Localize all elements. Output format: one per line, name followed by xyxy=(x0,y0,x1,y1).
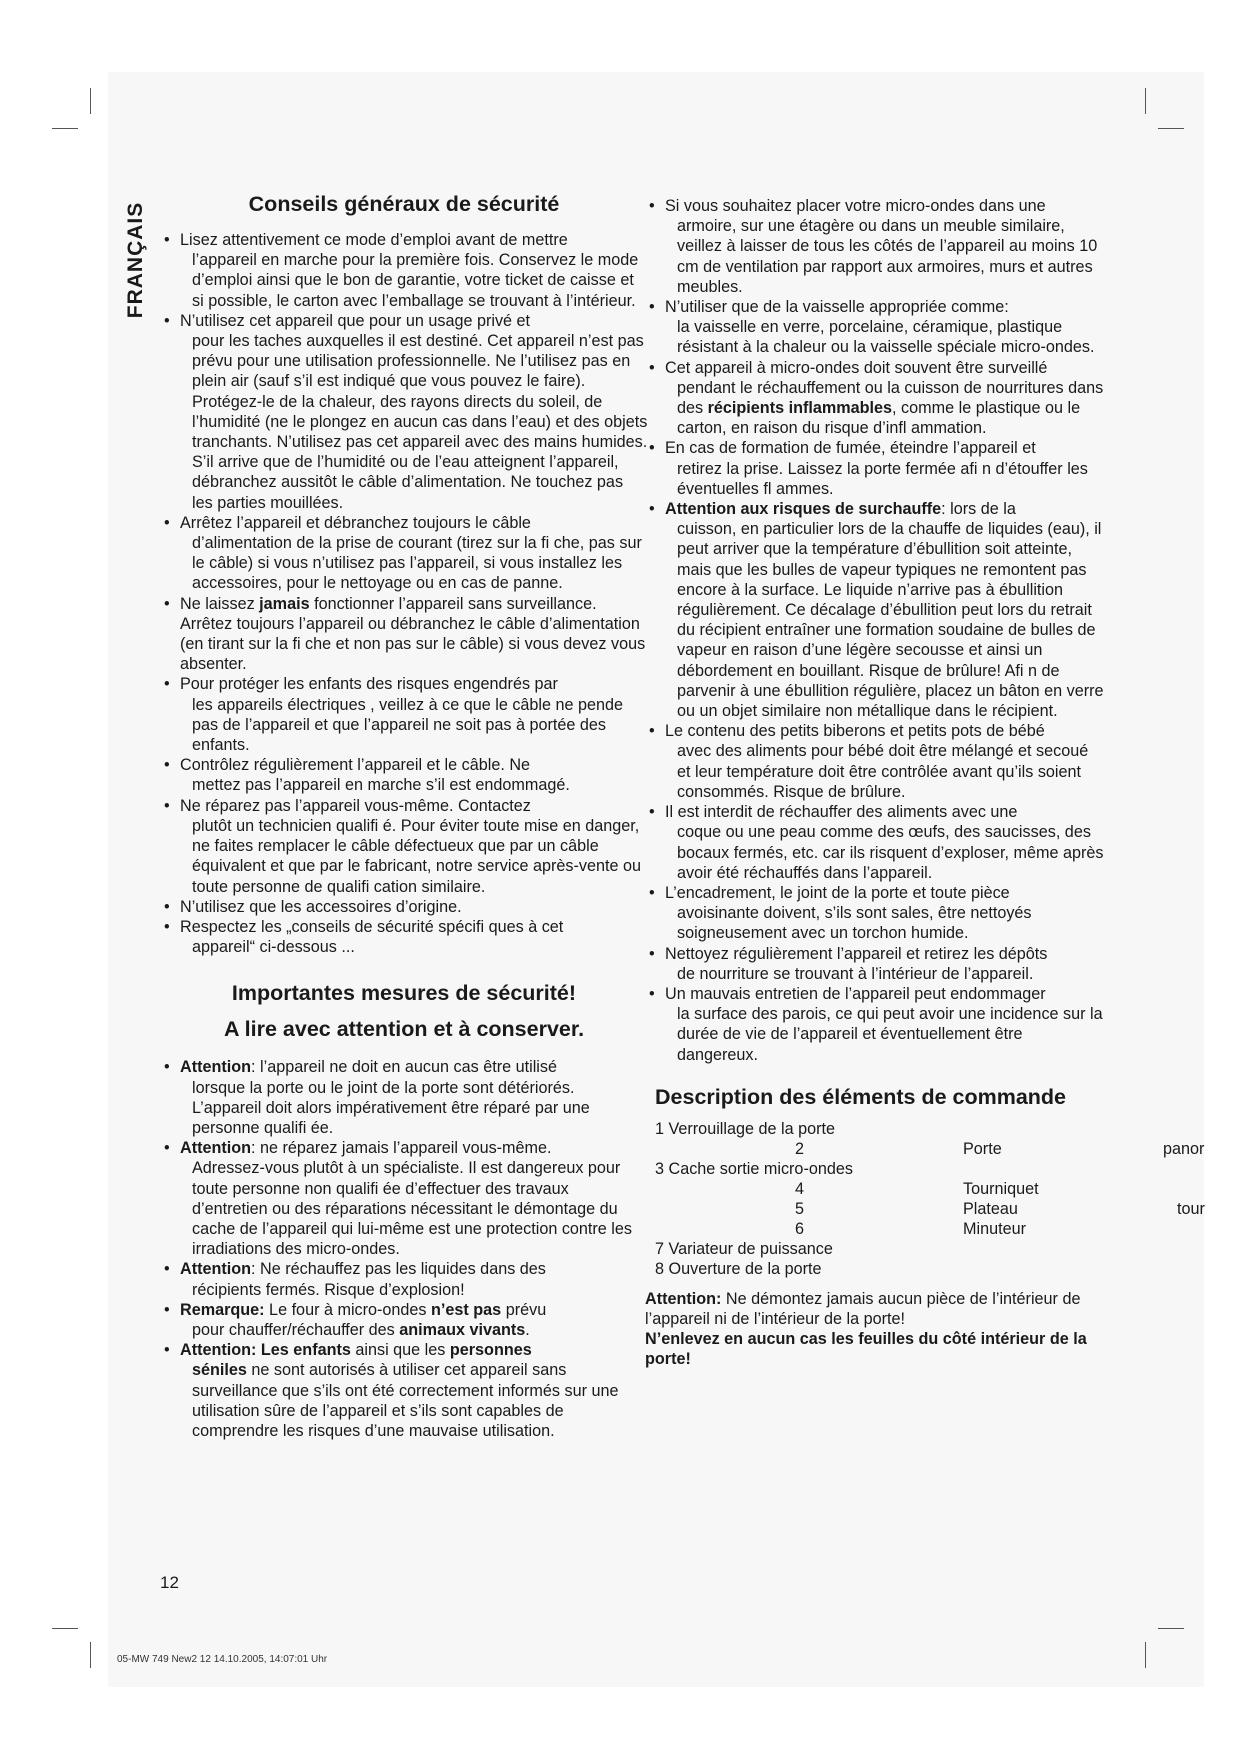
control-item-1: 1 Verrouillage de la porte xyxy=(655,1119,835,1138)
control-item-5-number: 5 xyxy=(795,1199,805,1218)
list-item: • Un mauvais entretien de l’appareil peut endommager la surface des parois, ce qui peut avoir une incidence sur la durée de vie de l’appareil et éventuellement être dangereux. xyxy=(645,984,1105,1065)
control-item-5: Plateau xyxy=(963,1199,1018,1218)
crop-mark xyxy=(52,1628,78,1629)
list-item: • Arrêtez l’appareil et débranchez toujours le câble d’alimentation de la prise de courant (tirez sur la fi che, pas sur le câble) si vous n’utilisez pas l’appareil, si vous installez les accessoires, pour le nettoyage ou en cas de panne. xyxy=(160,513,648,594)
crop-mark xyxy=(1145,1642,1146,1668)
control-item-6: Minuteur xyxy=(963,1219,1026,1238)
list-item: • Attention: ne réparez jamais l’appareil vous-même. Adressez-vous plutôt à un spécialiste. Il est dangereux pour toute personne non qualifi ée d’effectuer des travaux d’entretien ou des réparations nécessitant le démontage du cache de l’appareil qui lui-même est une protection contre les irradiations des micro-ondes. xyxy=(160,1138,648,1259)
control-item-2: Porte xyxy=(963,1139,1002,1158)
controls-list xyxy=(655,1119,1205,1278)
left-column xyxy=(160,190,648,1441)
list-item: • Cet appareil à micro-ondes doit souvent être surveillé pendant le réchauffement ou la cuisson de nourritures dans des récipients inflammables, comme le plastique ou le carton, en raison du risque d’infl ammation. xyxy=(645,358,1105,439)
list-item: • Attention: l’appareil ne doit en aucun cas être utilisé lorsque la porte ou le joint de la porte sont détériorés. L’appareil doit alors impérativement être réparé par une personne qualifi ée. xyxy=(160,1057,648,1138)
warning-note: Attention: Ne démontez jamais aucun pièce de l’intérieur de l’appareil ni de l’intérieur de la porte! N’enlevez en aucun cas les feuilles du côté intérieur de la porte! xyxy=(645,1289,1087,1369)
additional-safety-list xyxy=(645,196,1105,1065)
general-safety-list xyxy=(160,230,648,957)
crop-mark xyxy=(1158,128,1184,129)
list-item: • Il est interdit de réchauffer des aliments avec une coque ou une peau comme des œufs, des saucisses, des bocaux fermés, etc. car ils risquent d’exploser, même après avoir été réchauffés dans l’appareil. xyxy=(645,802,1105,883)
page-number: 12 xyxy=(160,1573,179,1592)
crop-mark xyxy=(1145,88,1146,114)
language-tab xyxy=(118,190,154,330)
list-item: • En cas de formation de fumée, éteindre l’appareil et retirez la prise. Laissez la porte fermée afi n d’étouffer les éventuelles fl ammes. xyxy=(645,438,1105,499)
list-item: • Nettoyez régulièrement l’appareil et retirez les dépôts de nourriture se trouvant à l’intérieur de l’appareil. xyxy=(645,944,1105,984)
control-item-5-extra: tour xyxy=(1177,1199,1205,1218)
list-item: • Pour protéger les enfants des risques engendrés par les appareils électriques , veillez à ce que le câble ne pende pas de l’appareil et que l’appareil ne soit pas à portée des enfants. xyxy=(160,674,648,755)
list-item: • Attention: Ne réchauffez pas les liquides dans des récipients fermés. Risque d’explosion! xyxy=(160,1259,648,1299)
control-item-3: 3 Cache sortie micro-ondes xyxy=(655,1159,853,1178)
control-item-6-number: 6 xyxy=(795,1219,805,1238)
list-item: • N’utiliser que de la vaisselle appropriée comme: la vaisselle en verre, porcelaine, céramique, plastique résistant à la chaleur ou la vaisselle spéciale micro-ondes. xyxy=(645,297,1105,358)
language-label: FRANÇAIS xyxy=(124,201,147,319)
list-item: • Ne réparez pas l’appareil vous-même. Contactez plutôt un technicien qualifi é. Pour éviter toute mise en danger, ne faites remplacer le câble défectueux que par un câble équivalent et que par le fabricant, notre service après-vente ou toute personne de qualifi cation similaire. xyxy=(160,796,648,897)
list-item: • Remarque: Le four à micro-ondes n’est pas prévu pour chauffer/réchauffer des animaux vivants. xyxy=(160,1300,648,1340)
control-item-2-extra: panor xyxy=(1163,1139,1205,1158)
subtitle-important: Importantes mesures de sécurité! xyxy=(231,981,577,1006)
list-item: • L’encadrement, le joint de la porte et toute pièce avoisinante doivent, s’ils sont sales, être nettoyés soigneusement avec un torchon humide. xyxy=(645,883,1105,944)
important-list xyxy=(160,1057,648,1441)
right-column xyxy=(645,196,1205,1370)
crop-mark xyxy=(90,88,91,114)
crop-mark xyxy=(52,128,78,129)
section-title-safety: Conseils généraux de sécurité xyxy=(248,192,560,216)
crop-mark xyxy=(1158,1628,1184,1629)
list-item: • Respectez les „conseils de sécurité spécifi ques à cet appareil“ ci-dessous ... xyxy=(160,917,648,957)
list-item: • Contrôlez régulièrement l’appareil et le câble. Ne mettez pas l’appareil en marche s’il est endommagé. xyxy=(160,755,648,795)
control-item-8: 8 Ouverture de la porte xyxy=(655,1259,822,1278)
control-item-7: 7 Variateur de puissance xyxy=(655,1239,833,1258)
list-item: • Le contenu des petits biberons et petits pots de bébé avec des aliments pour bébé doit être mélangé et secoué et leur température doit être contrôlée avant qu’ils soient consommés. Risque de brûlure. xyxy=(645,721,1105,802)
list-item: • Attention aux risques de surchauffe: lors de la cuisson, en particulier lors de la chauffe de liquides (eau), il peut arriver que la température d’ébullition soit atteinte, mais que les bulles de vapeur typiques ne remontent pas encore à la surface. Le liquide n’arrive pas à ébullition régulièrement. Ce décalage d’ébullition peut lors du retrait du récipient entraîner une formation soudaine de bulles de vapeur en raison d’une légère secousse et ainsi un débordement en bouillant. Risque de brûlure! Afi n de parvenir à une ébullition régulière, placez un bâton en verre ou un objet similaire non métallique dans le récipient. xyxy=(645,499,1105,721)
list-item: • N’utilisez que les accessoires d’origine. xyxy=(160,897,648,917)
control-item-4-number: 4 xyxy=(795,1179,805,1198)
crop-mark xyxy=(90,1642,91,1668)
subtitle-read: A lire avec attention et à conserver. xyxy=(223,1017,585,1042)
control-item-2-number: 2 xyxy=(795,1139,805,1158)
list-item: • Attention: Les enfants ainsi que les personnes séniles ne sont autorisés à utiliser cet appareil sans surveillance que s’ils ont été correctement informés sur une utilisation sûre de l’appareil et s’ils sont capables de comprendre les risques d’une mauvaise utilisation. xyxy=(160,1340,648,1441)
control-item-4: Tourniquet xyxy=(963,1179,1039,1198)
list-item: • Lisez attentivement ce mode d’emploi avant de mettre l’appareil en marche pour la première fois. Conservez le mode d’emploi ainsi que le bon de garantie, votre ticket de caisse et si possible, le carton avec l’emballage se trouvant à l’intérieur. xyxy=(160,230,648,311)
list-item: • Si vous souhaitez placer votre micro-ondes dans une armoire, sur une étagère ou dans un meuble similaire, veillez à laisser de tous les côtés de l’appareil au moins 10 cm de ventilation par rapport aux armoires, murs et autres meubles. xyxy=(645,196,1105,297)
section-title-controls: Description des éléments de commande xyxy=(655,1084,1067,1109)
list-item: • N’utilisez cet appareil que pour un usage privé et pour les taches auxquelles il est destiné. Cet appareil n’est pas prévu pour une utilisation professionnelle. Ne l’utilisez pas en plein air (sauf s’il est indiqué que vous pouvez le faire). Protégez-le de la chaleur, des rayons directs du soleil, de l’humidité (ne le plongez en aucun cas dans l’eau) et des objets tranchants. N’utilisez pas cet appareil avec des mains humides. S’il arrive que de l’humidité ou de l’eau atteignent l’appareil, débranchez aussitôt le câble d’alimentation. Ne touchez pas les parties mouillées. xyxy=(160,311,648,513)
list-item: • Ne laissez jamais fonctionner l’appareil sans surveillance. Arrêtez toujours l’appareil ou débranchez le câble d’alimentation (en tirant sur la fi che et non pas sur le câble) si vous devez vous absenter. xyxy=(160,594,648,675)
print-footer: 05-MW 749 New2 12 14.10.2005, 14:07:01 Uhr xyxy=(117,1654,328,1665)
